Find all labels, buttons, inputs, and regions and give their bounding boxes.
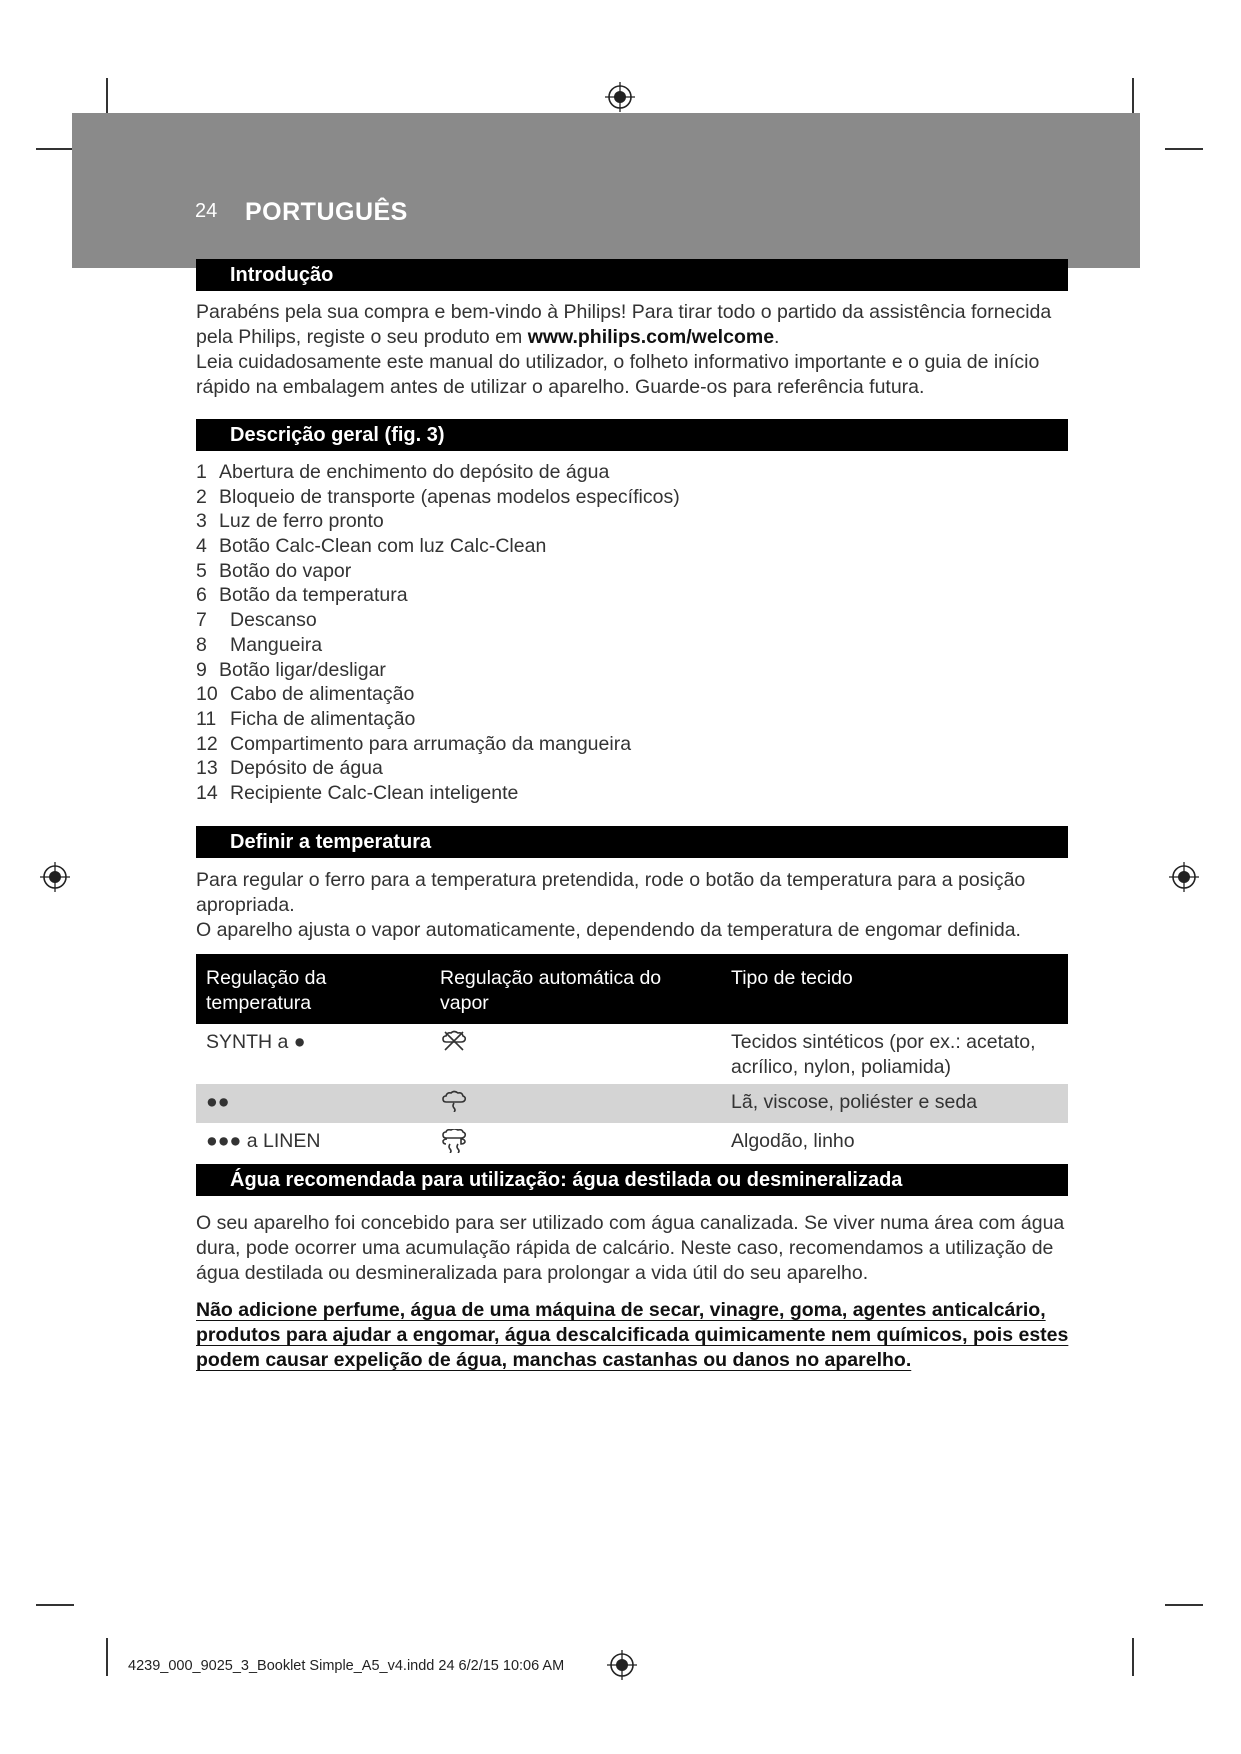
intro-paragraph (196, 300, 1076, 400)
steam-cell (430, 1123, 721, 1164)
list-item: 4 Botão Calc-Clean com luz Calc-Clean (196, 535, 547, 558)
water-paragraph: O seu aparelho foi concebido para ser utilizado com água canalizada. Se viver numa área com água dura, pode ocorrer uma acumulação rápida de calcário. Neste caso, recomendamos a utilização de água destilada ou desmineralizada para prolongar a vida útil do seu aparelho. (196, 1212, 1065, 1284)
section-heading-intro: Introdução (196, 259, 1068, 291)
list-item: 10 Cabo de alimentação (196, 683, 415, 706)
table-row (196, 1024, 1068, 1084)
parts-list (196, 460, 680, 806)
fabric-type: Algodão, linho (731, 1130, 855, 1152)
intro-text-end: . (774, 326, 780, 348)
fabric-type: Tecidos sintéticos (por ex.: acetato, acrílico, nylon, poliamida) (731, 1031, 1036, 1078)
no-steam-icon (440, 1035, 468, 1057)
crop-mark (106, 78, 108, 116)
registration-mark-icon (607, 1650, 637, 1680)
steam-cell (430, 1024, 721, 1084)
intro-text: Parabéns pela sua compra e bem-vindo à Philips! Para tirar todo o partido da assistência fornecida pela Philips, registe o seu produto em (196, 301, 1052, 348)
section-heading-water: Água recomendada para utilização: água destilada ou desmineralizada (196, 1164, 1068, 1196)
list-item: 7 Descanso (196, 609, 317, 632)
warning-paragraph (196, 1298, 1076, 1373)
temperature-text-1: Para regular o ferro para a temperatura pretendida, rode o botão da temperatura para a posição apropriada. (196, 869, 1026, 916)
list-item: 12 Compartimento para arrumação da mangueira (196, 732, 632, 755)
table-row (196, 1084, 1068, 1123)
list-item: 3 Luz de ferro pronto (196, 510, 384, 533)
temperature-paragraph (196, 868, 1076, 943)
table-header: Regulação automática do vapor (430, 954, 721, 1024)
list-item: 14 Recipiente Calc-Clean inteligente (196, 781, 519, 804)
list-item: 13 Depósito de água (196, 757, 383, 780)
steam-cell (430, 1084, 721, 1123)
high-steam-icon (440, 1136, 468, 1158)
temperature-text-2: O aparelho ajusta o vapor automaticamente, dependendo da temperatura de engomar definida. (196, 919, 1021, 941)
crop-mark (36, 148, 74, 150)
registration-mark-icon (605, 82, 635, 112)
table-header: Tipo de tecido (721, 954, 1068, 1024)
temperature-table (196, 954, 1068, 1164)
registration-mark-icon (40, 862, 70, 892)
temperature-setting: ●● (196, 1084, 430, 1123)
welcome-link[interactable]: www.philips.com/welcome (527, 326, 775, 348)
registration-mark-icon (1169, 862, 1199, 892)
fabric-type: Lã, viscose, poliéster e seda (721, 1084, 1068, 1123)
table-row (196, 1123, 1068, 1164)
section-heading-temperature: Definir a temperatura (196, 826, 1068, 858)
page-language-title: PORTUGUÊS (245, 198, 408, 226)
crop-mark (1165, 148, 1203, 150)
crop-mark (1132, 1638, 1134, 1676)
crop-mark (36, 1604, 74, 1606)
list-item: 1 Abertura de enchimento do depósito de água (196, 461, 610, 483)
crop-mark (106, 1638, 108, 1676)
list-item: 5 Botão do vapor (196, 559, 352, 582)
intro-text-2: Leia cuidadosamente este manual do utilizador, o folheto informativo importante e o guia de início rápido na embalagem antes de utilizar o aparelho. Guarde-os para referência futura. (196, 351, 1040, 398)
temperature-setting: ●●● a LINEN (206, 1130, 321, 1152)
temperature-setting: SYNTH a ● (206, 1031, 306, 1053)
list-item: 11 Ficha de alimentação (196, 707, 416, 730)
section-heading-overview: Descrição geral (fig. 3) (196, 419, 1068, 451)
print-slug: 4239_000_9025_3_Booklet Simple_A5_v4.indd 24 6/2/15 10:06 AM (128, 1658, 565, 1674)
warning-text: Não adicione perfume, água de uma máquina de secar, vinagre, goma, agentes anticalcário, produtos para ajudar a engomar, água descalcificada quimicamente nem químicos, pois estes podem causar expelição de água, manchas castanhas ou danos no aparelho. (196, 1299, 1069, 1371)
crop-mark (1132, 78, 1134, 116)
low-steam-icon (440, 1095, 468, 1117)
table-header-row (196, 954, 1068, 1024)
list-item: 2 Bloqueio de transporte (apenas modelos específicos) (196, 485, 680, 508)
list-item: 8 Mangueira (196, 633, 323, 656)
table-header: Regulação da temperatura (196, 954, 430, 1024)
crop-mark (1165, 1604, 1203, 1606)
list-item: 6 Botão da temperatura (196, 584, 408, 607)
list-item: 9 Botão ligar/desligar (196, 658, 386, 681)
page-number: 24 (195, 200, 218, 222)
header-band (72, 113, 1140, 268)
